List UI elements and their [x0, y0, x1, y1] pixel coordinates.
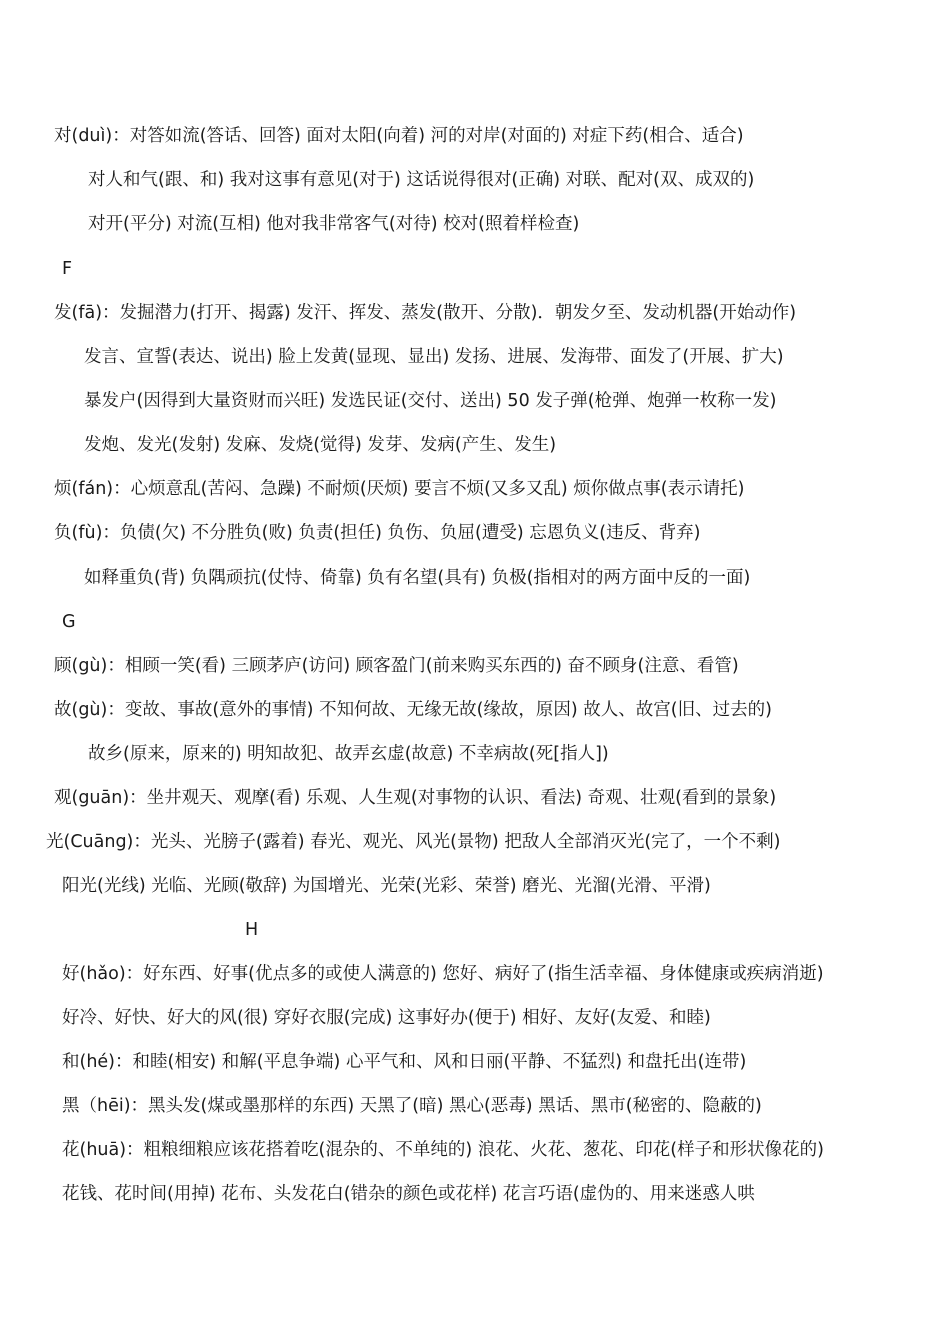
entry-he-line-1: 和(hé)：和睦(相安) 和解(平息争端) 心平气和、风和日丽(平静、不猛烈) 和盘托出(连带) [62, 1052, 747, 1072]
section-heading-f: F [62, 259, 73, 279]
entry-guang-line-2: 阳光(光线) 光临、光顾(敬辞) 为国增光、光荣(光彩、荣誉) 磨光、光溜(光滑、平滑) [62, 876, 711, 896]
entry-hao-line-1: 好(hǎo)：好东西、好事(优点多的或使人满意的) 您好、病好了(指生活幸福、身体健康或疾病消逝) [62, 964, 824, 984]
entry-guan-line-1: 观(guān)：坐井观天、观摩(看) 乐观、人生观(对事物的认识、看法) 奇观、壮观(看到的景象) [54, 788, 777, 808]
entry-fu-line-2: 如释重负(背) 负隅顽抗(仗恃、倚靠) 负有名望(具有) 负极(指相对的两方面中反的一面) [84, 568, 751, 588]
entry-fan-line-1: 烦(fán)：心烦意乱(苦闷、急躁) 不耐烦(厌烦) 要言不烦(又多又乱) 烦你做点事(表示请托) [54, 479, 745, 499]
entry-fa-line-1: 发(fā)：发掘潜力(打开、揭露) 发汗、挥发、蒸发(散开、分散)．朝发夕至、发动机器(开始动作) [54, 303, 797, 323]
entry-fa-line-2: 发言、宣誓(表达、说出) 脸上发黄(显现、显出) 发扬、进展、发海带、面发了(开展、扩大) [84, 347, 784, 367]
entry-hao-line-2: 好冷、好快、好大的风(很) 穿好衣服(完成) 这事好办(便于) 相好、友好(友爱、和睦) [62, 1008, 711, 1028]
entry-gu2-line-1: 故(gù)：变故、事故(意外的事情) 不知何故、无缘无故(缘故，原因) 故人、故宫(旧、过去的) [54, 700, 772, 720]
entry-dui-line-2: 对人和气(跟、和) 我对这事有意见(对于) 这话说得很对(正确) 对联、配对(双、成双的) [88, 170, 755, 190]
entry-hua-line-2: 花钱、花时间(用掉) 花布、头发花白(错杂的颜色或花样) 花言巧语(虚伪的、用来迷惑人哄 [62, 1184, 755, 1204]
entry-fa-line-4: 发炮、发光(发射) 发麻、发烧(觉得) 发芽、发病(产生、发生) [84, 435, 557, 455]
entry-gu2-line-2: 故乡(原来，原来的) 明知故犯、故弄玄虚(故意) 不幸病故(死[指人]) [88, 744, 609, 764]
entry-dui-line-3: 对开(平分) 对流(互相) 他对我非常客气(对待) 校对(照着样检查) [88, 214, 580, 234]
section-heading-h: H [245, 920, 259, 940]
entry-dui-line-1: 对(duì)：对答如流(答话、回答) 面对太阳(向着) 河的对岸(对面的) 对症下药(相合、适合) [54, 126, 744, 146]
entry-hua-line-1: 花(huā)：粗粮细粮应该花搭着吃(混杂的、不单纯的) 浪花、火花、葱花、印花(样子和形状像花的) [62, 1140, 824, 1160]
entry-fu-line-1: 负(fù)：负债(欠) 不分胜负(败) 负责(担任) 负伤、负屈(遭受) 忘恩负义(违反、背弃) [54, 523, 701, 543]
entry-fa-line-3: 暴发户(因得到大量资财而兴旺) 发选民证(交付、送出) 50 发子弹(枪弹、炮弹一枚称一发) [84, 391, 777, 411]
entry-gu-line-1: 顾(gù)：相顾一笑(看) 三顾茅庐(访问) 顾客盈门(前来购买东西的) 奋不顾身(注意、看管) [54, 656, 739, 676]
entry-hei-line-1: 黑（hēi)：黑头发(煤或墨那样的东西) 天黑了(暗) 黑心(恶毒) 黑话、黑市(秘密的、隐蔽的) [62, 1096, 762, 1116]
section-heading-g: G [62, 612, 76, 632]
entry-guang-line-1: 光(Cuāng)：光头、光膀子(露着) 春光、观光、风光(景物) 把敌人全部消灭光(完了，一个不剩) [46, 832, 781, 852]
